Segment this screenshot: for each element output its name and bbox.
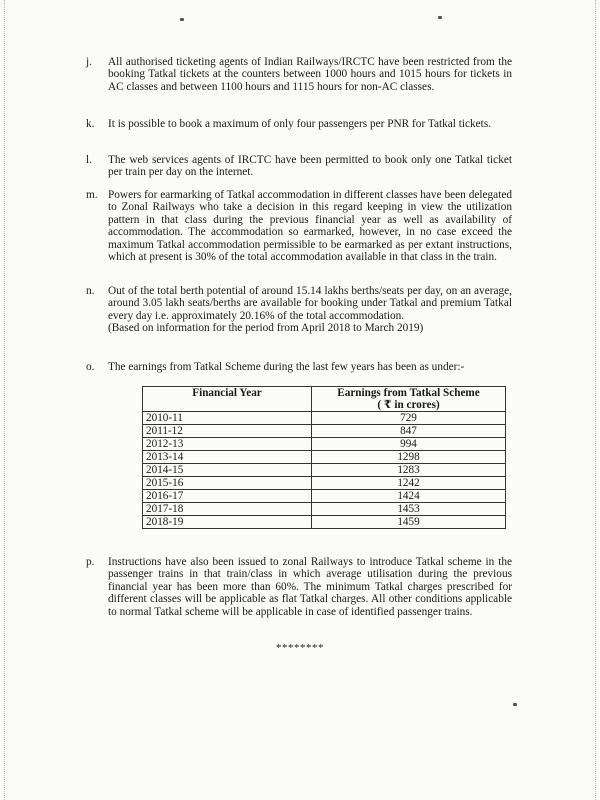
scan-speck xyxy=(513,703,517,706)
table-row xyxy=(143,438,506,451)
paragraph-text: The web services agents of IRCTC have been permitted to book only one Tatkal ticket per train per day on the internet. xyxy=(108,154,512,179)
table-row xyxy=(143,451,506,464)
list-marker: p. xyxy=(86,556,95,568)
header-earnings xyxy=(312,387,506,412)
header-financial-year: Financial Year xyxy=(143,387,312,412)
list-item-p xyxy=(86,556,512,618)
paragraph-text: Powers for earmarking of Tatkal accommodation in different classes have been delegated to Zonal Railways who take a decision in this regard keeping in view the utilization pattern in that class during the previous financial year as well as availability of accommodation. The accommodation so earmarked, however, in no case exceed the maximum Tatkal accommodation permissible to be earmarked as per extant instructions, which at present is 30% of the total accommodation available in that class in the train. xyxy=(108,189,512,264)
table-row xyxy=(143,464,506,477)
scan-edge-right xyxy=(595,0,596,800)
cell-year: 2012-13 xyxy=(143,438,312,451)
list-marker: k. xyxy=(86,118,95,130)
table-row xyxy=(143,425,506,438)
header-earnings-unit: ( ₹ in crores) xyxy=(377,399,440,411)
cell-year: 2018-19 xyxy=(143,516,312,529)
table-row xyxy=(143,412,506,425)
list-marker: j. xyxy=(86,56,92,68)
list-item-k xyxy=(86,118,512,130)
list-marker: n. xyxy=(86,285,95,297)
cell-year: 2014-15 xyxy=(143,464,312,477)
earnings-table xyxy=(142,386,506,529)
cell-earnings: 1424 xyxy=(312,490,506,503)
paragraph-text: Out of the total berth potential of around 15.14 lakhs berths/seats per day, on an average, around 3.05 lakh seats/berths are available for booking under Tatkal and premium Tatkal every day i.e. approximately 20.16% of the total accommodation. xyxy=(108,285,512,322)
list-marker: l. xyxy=(86,154,92,166)
list-marker: m. xyxy=(86,189,98,201)
cell-year: 2010-11 xyxy=(143,412,312,425)
cell-earnings: 1242 xyxy=(312,477,506,490)
cell-earnings: 1298 xyxy=(312,451,506,464)
table-header-row xyxy=(143,387,506,412)
list-item-l xyxy=(86,154,512,179)
paragraph-text: Instructions have also been issued to zonal Railways to introduce Tatkal scheme in the passenger trains in that train/class in which average utilisation during the previous financial year has been more than 60%. The minimum Tatkal charges prescribed for different classes will be applicable as flat Tatkal charges. All other conditions applicable to normal Tatkal scheme will be applicable in case of identified passenger trains. xyxy=(108,556,512,618)
cell-earnings: 1459 xyxy=(312,516,506,529)
table-row xyxy=(143,516,506,529)
paragraph-text: All authorised ticketing agents of Indian Railways/IRCTC have been restricted from the booking Tatkal tickets at the counters between 1000 hours and 1015 hours for tickets in AC classes and between 1100 hours and 1115 hours for non-AC classes. xyxy=(108,56,512,93)
paragraph-text: The earnings from Tatkal Scheme during the last few years has been as under:- xyxy=(108,361,465,373)
cell-earnings: 994 xyxy=(312,438,506,451)
list-item-j xyxy=(86,56,512,93)
cell-year: 2013-14 xyxy=(143,451,312,464)
cell-year: 2015-16 xyxy=(143,477,312,490)
list-marker: o. xyxy=(86,361,95,373)
source-note: (Based on information for the period from April 2018 to March 2019) xyxy=(108,322,424,335)
cell-earnings: 1283 xyxy=(312,464,506,477)
cell-year: 2016-17 xyxy=(143,490,312,503)
scan-speck xyxy=(438,16,442,19)
end-of-document-mark: ******** xyxy=(276,642,324,654)
list-item-n xyxy=(86,285,512,335)
scan-edge-left xyxy=(4,0,5,800)
table-row xyxy=(143,477,506,490)
paragraph-text: It is possible to book a maximum of only four passengers per PNR for Tatkal tickets. xyxy=(108,118,492,130)
table-row xyxy=(143,503,506,516)
cell-year: 2017-18 xyxy=(143,503,312,516)
table-row xyxy=(143,490,506,503)
cell-earnings: 729 xyxy=(312,412,506,425)
cell-earnings: 847 xyxy=(312,425,506,438)
header-earnings-title: Earnings from Tatkal Scheme xyxy=(337,387,480,399)
scan-speck xyxy=(180,18,184,21)
cell-year: 2011-12 xyxy=(143,425,312,438)
list-item-o xyxy=(86,361,512,373)
list-item-m xyxy=(86,189,512,264)
cell-earnings: 1453 xyxy=(312,503,506,516)
